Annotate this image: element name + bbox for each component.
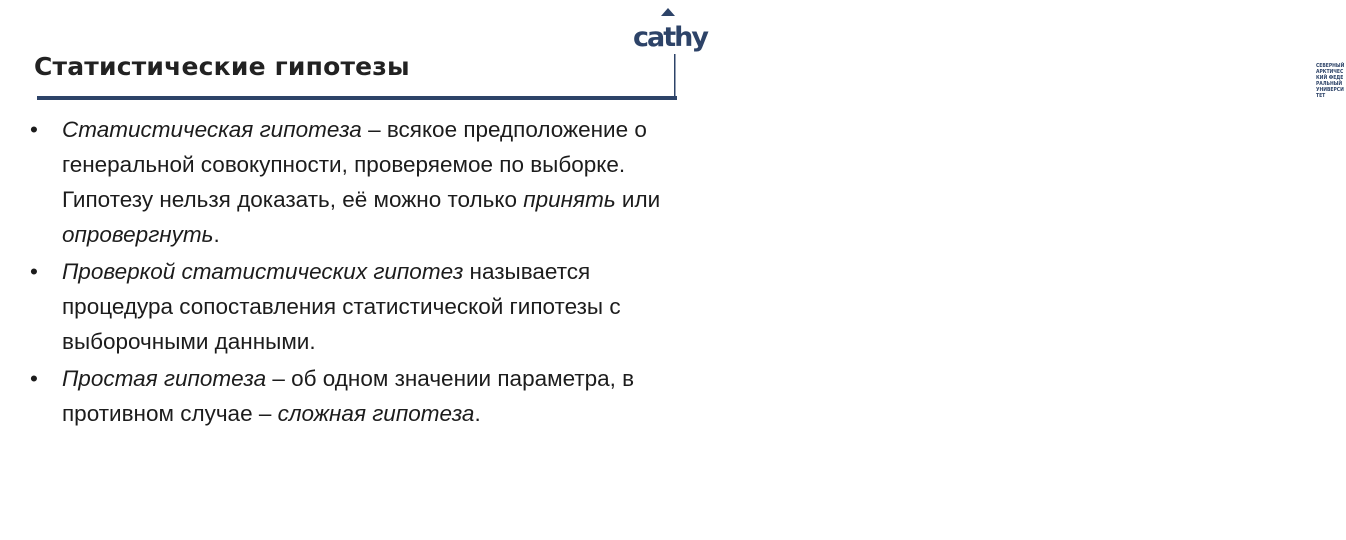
emphasized-term: принять xyxy=(523,187,616,212)
emphasized-term: опровергнуть xyxy=(62,222,214,247)
bullet-text: – всякое предположение о генеральной совокупности, проверяемое по выборке. Гипотезу нельзя доказать, её можно только xyxy=(62,117,647,212)
emphasized-term: Проверкой статистических гипотез xyxy=(62,259,464,284)
bullet-item xyxy=(30,112,700,252)
bullet-text: . xyxy=(474,401,481,426)
emphasized-term: сложная гипотеза xyxy=(277,401,475,426)
bullet-item xyxy=(30,361,700,431)
bullet-item xyxy=(30,254,700,359)
emphasized-term: Простая гипотеза xyxy=(62,366,267,391)
bullet-text: называется процедура сопоставления статистической гипотезы с выборочными данными. xyxy=(62,259,621,354)
bullet-marker: • xyxy=(30,117,38,142)
logo-caption: СЕВЕРНЫЙ АРКТИЧЕСКИЙ ФЕДЕРАЛЬНЫЙ УНИВЕРСИТЕТ xyxy=(1316,63,1345,99)
logo-mark xyxy=(633,8,707,102)
bullet-marker: • xyxy=(30,366,38,391)
title-divider xyxy=(37,96,677,100)
svg-text:cathy: cathy xyxy=(633,22,707,53)
bullet-list xyxy=(30,112,700,433)
emphasized-term: Статистическая гипотеза xyxy=(62,117,362,142)
bullet-marker: • xyxy=(30,259,38,284)
bullet-text: или xyxy=(615,187,661,212)
bullet-text: . xyxy=(213,222,220,247)
university-logo xyxy=(633,8,1345,102)
bullet-text: – об одном значении параметра, в противном случае – xyxy=(62,366,635,426)
page-title: Статистические гипотезы xyxy=(34,52,410,81)
